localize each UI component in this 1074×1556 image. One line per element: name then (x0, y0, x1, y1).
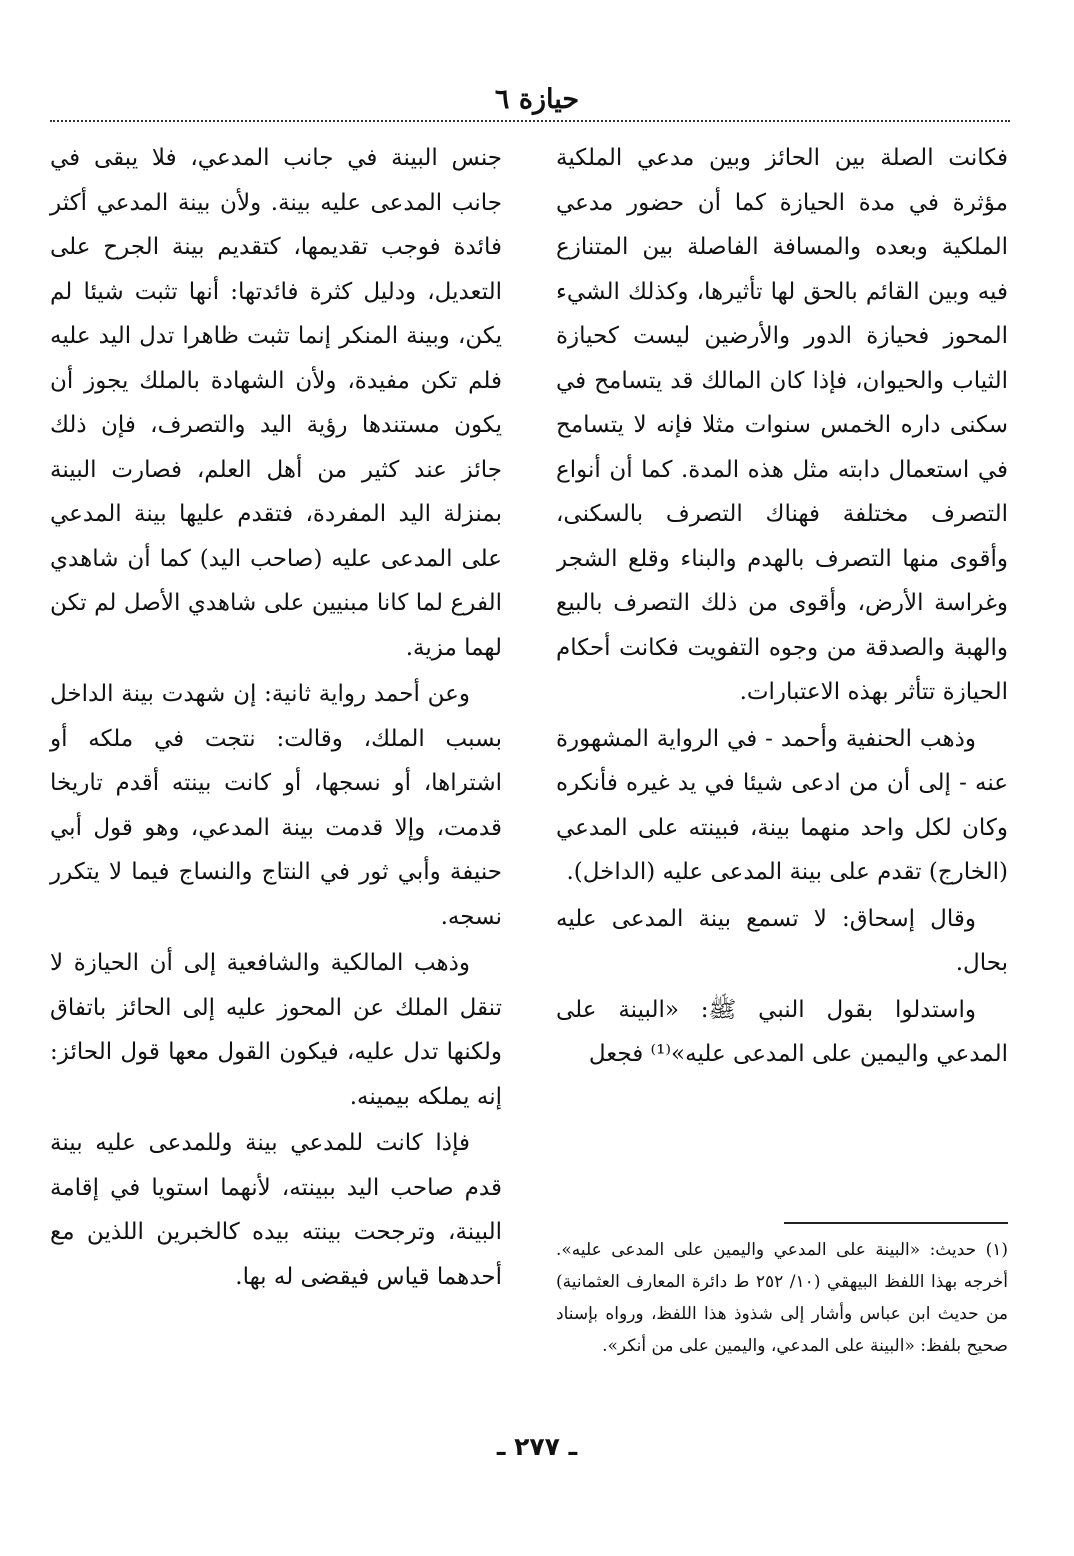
paragraph: وذهب الحنفية وأحمد - في الرواية المشهورة عنه - إلى أن من ادعى شيئا في يد غيره فأنكره وكان لكل واحد منهما بينة، فبينته على المدعي (الخارج) تقدم على بينة المدعى عليه (الداخل). (556, 725, 1008, 885)
paragraph: فإذا كانت للمدعي بينة وللمدعى عليه بينة قدم صاحب اليد ببينته، لأنهما استويا في إقامة البينة، وترجحت بينته بيده كالخبرين اللذين مع أحدهما قياس فيقضى له بها. (50, 1130, 502, 1290)
right-column-body (556, 136, 1008, 1206)
paragraph: واستدلوا بقول النبي ﷺ: «البينة على المدعي واليمين على المدعى عليه»⁽¹⁾ فجعل (556, 996, 1008, 1067)
page-number: ـ ٢٧٧ ـ (496, 1432, 578, 1461)
footnote-text: (١) حديث: «البينة على المدعي واليمين على المدعى عليه». أخرجه بهذا اللفظ البيهقي (١٠/ ٢٥٢ ط دائرة المعارف العثمانية) من حديث ابن عباس وأشار إلى شذوذ هذا اللفظ، ورواه بإسناد صحيح بلفظ: «البينة على المدعي، واليمين على من أنكر». (556, 1240, 1008, 1356)
paragraph: فكانت الصلة بين الحائز وبين مدعي الملكية مؤثرة في مدة الحيازة كما أن حضور مدعي الملكية وبعده والمسافة الفاصلة بين المتنازع فيه وبين القائم بالحق لها تأثيرها، وكذلك الشيء المحوز فحيازة الدور والأرضين ليست كحيازة الثياب والحيوان، فإذا كان المالك قد يتسامح في سكنى داره الخمس سنوات مثلا فإنه لا يتسامح في استعمال دابته مثل هذه المدة. كما أن أنواع التصرف مختلفة فهناك التصرف بالسكنى، وأقوى منها التصرف بالهدم والبناء وقلع الشجر وغراسة الأرض، وأقوى من ذلك التصرف بالبيع والهبة والصدقة من وجوه التفويت فكانت أحكام الحيازة تتأثر بهذه الاعتبارات. (556, 145, 1008, 705)
running-header-title: حيازة ٦ (494, 84, 580, 115)
paragraph: وعن أحمد رواية ثانية: إن شهدت بينة الداخل بسبب الملك، وقالت: نتجت في ملكه أو اشتراها، أو نسجها، أو كانت بينته أقدم تاريخا قدمت، وإلا قدمت بينة المدعي، وهو قول أبي حنيفة وأبي ثور في النتاج والنساج فيما لا يتكرر نسجه. (50, 681, 502, 930)
paragraph: وذهب المالكية والشافعية إلى أن الحيازة لا تنقل الملك عن المحوز عليه إلى الحائز باتفاق ولكنها تدل عليه، فيكون القول معها قول الحائز: إنه يملكه بيمينه. (50, 950, 502, 1110)
right-text-column (556, 136, 1008, 1362)
left-text-column (50, 136, 502, 1426)
paragraph: وقال إسحاق: لا تسمع بينة المدعى عليه بحال. (556, 905, 1008, 976)
paragraph: جنس البينة في جانب المدعي، فلا يبقى في جانب المدعى عليه بينة. ولأن بينة المدعي أكثر فائدة فوجب تقديمها، كتقديم بينة الجرح على التعديل، ودليل كثرة فائدتها: أنها تثبت شيئا لم يكن، وبينة المنكر إنما تثبت ظاهرا تدل اليد عليه فلم تكن مفيدة، ولأن الشهادة بالملك يجوز أن يكون مستندها رؤية اليد والتصرف، فإن ذلك جائز عند كثير من أهل العلم، فصارت البينة بمنزلة اليد المفردة، فتقدم عليها بينة المدعي على المدعى عليه (صاحب اليد) كما أن شاهدي الفرع لما كانا مبنيين على شاهدي الأصل لم تكن لهما مزية. (50, 145, 502, 661)
header-dotted-divider (50, 120, 1010, 122)
footnote-divider (784, 1222, 1008, 1224)
